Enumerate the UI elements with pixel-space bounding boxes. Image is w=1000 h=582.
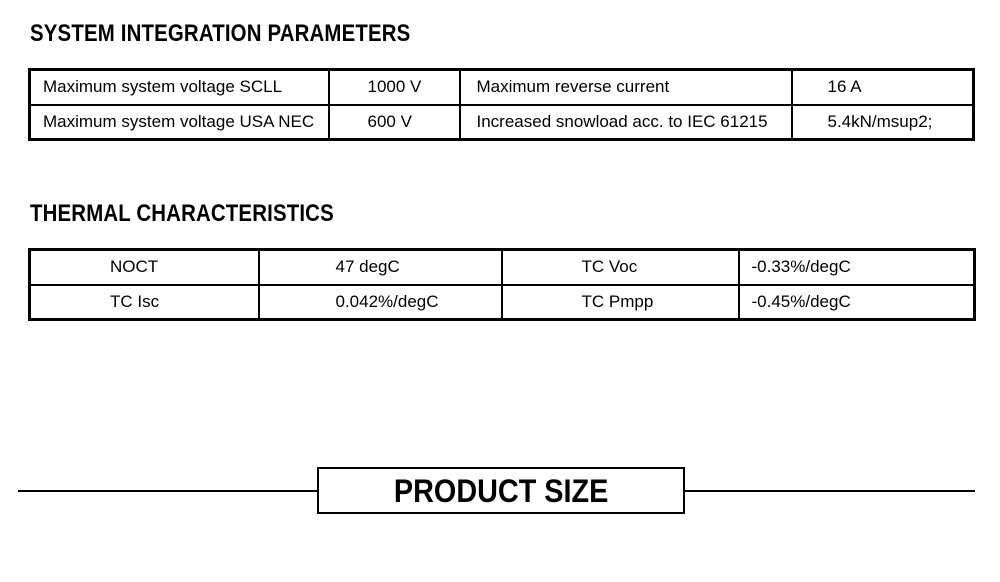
param-label-cell: NOCT (30, 250, 259, 285)
param-label-cell: Increased snowload acc. to IEC 61215 (460, 105, 792, 140)
param-value-cell: 600 V (329, 105, 460, 140)
param-label-cell: TC Voc (502, 250, 739, 285)
table-row (30, 105, 974, 140)
section-title-thermal-characteristics: THERMAL CHARACTERISTICS (30, 200, 334, 227)
param-label-cell: TC Isc (30, 285, 259, 320)
table-row (30, 285, 975, 320)
param-value-cell: -0.45%/degC (739, 285, 975, 320)
param-value-cell: -0.33%/degC (739, 250, 975, 285)
product-size-title-box (317, 467, 685, 514)
table-row (30, 70, 974, 105)
table-row (30, 250, 975, 285)
param-label-cell: Maximum system voltage SCLL (30, 70, 329, 105)
param-value-cell: 1000 V (329, 70, 460, 105)
param-value-cell: 47 degC (259, 250, 502, 285)
param-label-cell: Maximum reverse current (460, 70, 792, 105)
param-value-cell: 0.042%/degC (259, 285, 502, 320)
param-value-cell: 16 A (792, 70, 974, 105)
product-size-title: PRODUCT SIZE (393, 472, 609, 509)
param-label-cell: Maximum system voltage USA NEC (30, 105, 329, 140)
param-label-cell: TC Pmpp (502, 285, 739, 320)
thermal-characteristics-table (28, 248, 976, 321)
section-title-system-integration-parameters: SYSTEM INTEGRATION PARAMETERS (30, 20, 411, 47)
system-integration-parameters-table (28, 68, 975, 141)
param-value-cell: 5.4kN/msup2; (792, 105, 974, 140)
